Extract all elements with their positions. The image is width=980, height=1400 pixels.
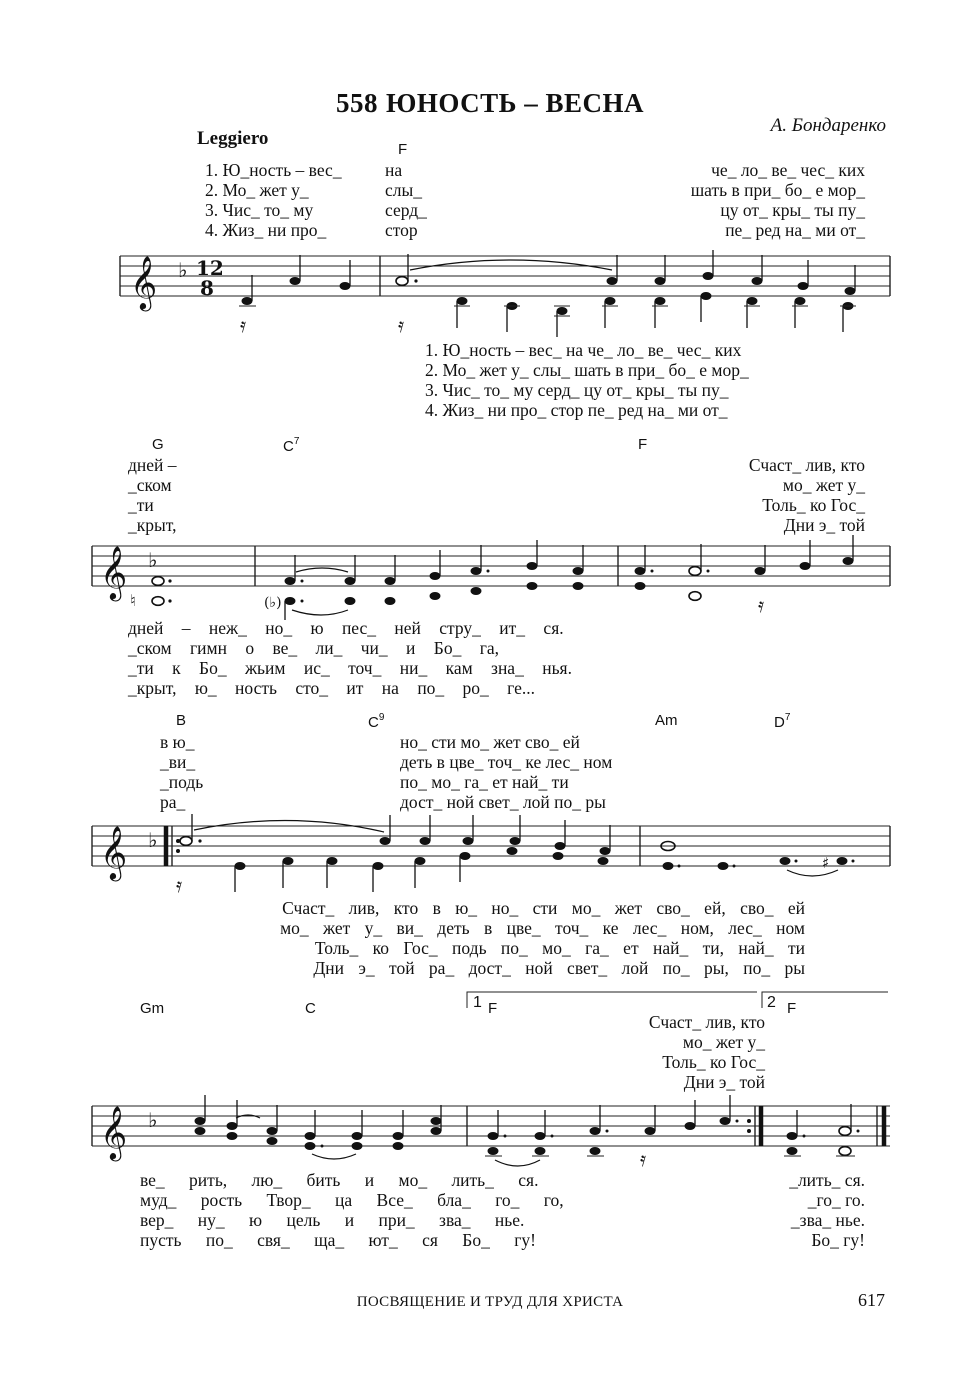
- verse-4-line: 4. Жиз_ ни про_ стор пе_ ред на_ ми от_: [425, 400, 728, 420]
- chord-symbol: F: [398, 141, 408, 158]
- verse-3-line: Толь_ ко Гос_ подь по_ мо_ га_ ет най_ ти, най_ ти: [314, 938, 805, 958]
- tempo-marking: Leggiero: [197, 128, 269, 149]
- music-staff-system-4: [0, 1090, 980, 1170]
- staff-lines: [92, 826, 890, 866]
- verse-4-line: _крыт,: [128, 515, 177, 535]
- verse-1-line: Счаст_ лив, кто: [648, 1012, 765, 1032]
- verse-3-line: цу от_ кры_ ты пу_: [720, 200, 865, 220]
- verse-3-line: _зва_ нье.: [790, 1210, 865, 1230]
- lyric-block-s4-below: [140, 1170, 640, 1250]
- verse-3-line: _ти: [128, 495, 154, 515]
- lyric-block-s3-above-right: [400, 732, 612, 812]
- chord-symbol: F: [638, 436, 648, 453]
- verse-1-line: 1. Ю_ность – вес_ на че_ ло_ ве_ чес_ ких: [425, 340, 742, 360]
- svg-text:𝄿: 𝄿: [398, 313, 405, 337]
- treble-clef-icon: 𝄞: [130, 255, 158, 309]
- treble-clef-icon: 𝄞: [100, 1105, 128, 1159]
- svg-text:♯: ♯: [822, 854, 830, 872]
- chord-symbol: $C^9$: [368, 712, 385, 731]
- verse-1-line: 1. Ю_ность – вес_: [205, 160, 342, 180]
- treble-clef-icon: 𝄞: [100, 545, 128, 599]
- volta-1-label: 1: [473, 994, 482, 1011]
- verse-2-line: 2. Мо_ жет у_ слы_ шать в при_ бо_ е мор_: [425, 360, 749, 380]
- verse-2-line: _ском: [128, 475, 172, 495]
- chord-symbol: F: [787, 1000, 797, 1017]
- verse-3-line: _ти к Бо_ жьим ис_ точ_ ни_ кам зна_ нья.: [128, 658, 572, 678]
- verse-4-line: пе_ ред на_ ми от_: [725, 220, 865, 240]
- svg-text:𝄿: 𝄿: [240, 313, 247, 337]
- verse-4-line: Дни э_ той: [783, 515, 865, 535]
- verse-3-line: по_ мо_ га_ ет най_ ти: [400, 772, 569, 792]
- lyric-block-s1-above-mid: [385, 160, 427, 240]
- verse-2-line: _го_ го.: [807, 1190, 865, 1210]
- music-staff-system-3: [0, 810, 980, 900]
- verse-3-line: вер_ ну_ ю цель и при_ зва_ нье.: [140, 1210, 525, 1230]
- lyric-block-s3-below: [210, 898, 805, 978]
- lyric-block-s2-above-right: [700, 455, 865, 535]
- verse-2-line: шать в при_ бо_ е мор_: [690, 180, 865, 200]
- svg-text:♮: ♮: [130, 591, 136, 610]
- verse-4-line: Дни э_ той ра_ дост_ ной свет_ лой по_ ры, по_ ры: [313, 958, 805, 978]
- time-signature-bottom: 8: [200, 276, 214, 300]
- harmony-notes: [176, 847, 855, 897]
- staff-lines: [92, 546, 890, 586]
- verse-3-line: 3. Чис_ то_ му: [205, 200, 314, 220]
- verse-2-line: деть в цве_ точ_ ке лес_ ном: [400, 752, 613, 772]
- verse-4-line: стор: [385, 220, 418, 240]
- lyric-block-s3-above-left: [160, 732, 203, 812]
- music-staff-system-1: [0, 240, 980, 340]
- volta-2-label: 2: [767, 994, 776, 1011]
- verse-1-line: ве_ рить, лю_ бить и мо_ лить_ ся.: [140, 1170, 539, 1190]
- time-signature-top: 12: [196, 256, 224, 280]
- chord-symbol: $D^7$: [774, 712, 791, 731]
- verse-1-line: дней –: [128, 455, 177, 475]
- flat-key-signature-icon: ♭: [148, 548, 158, 572]
- chord-symbol: Am: [655, 712, 678, 729]
- harmony-notes: [240, 292, 856, 337]
- verse-1-line: Счаст_ лив, кто: [748, 455, 865, 475]
- verse-2-line: _ви_: [160, 752, 196, 772]
- lyric-block-s2-below: [128, 618, 868, 698]
- flat-key-signature-icon: ♭: [148, 1108, 158, 1132]
- verse-4-line: 4. Жиз_ ни про_: [205, 220, 327, 240]
- verse-4-line: Дни э_ той: [683, 1072, 765, 1092]
- verse-2-line: мо_ жет у_: [782, 475, 865, 495]
- section-footer: ПОСВЯЩЕНИЕ И ТРУД ДЛЯ ХРИСТА: [356, 1294, 624, 1310]
- verse-4-line: ра_: [160, 792, 186, 812]
- verse-3-line: _подь: [160, 772, 204, 792]
- chord-symbol: Gm: [140, 1000, 165, 1017]
- verse-1-line: дней – неж_ но_ ю пес_ ней стру_ ит_ ся.: [128, 618, 564, 638]
- chord-symbol: B: [176, 712, 187, 729]
- verse-2-line: мо_ жет у_ ви_ деть в цве_ точ_ ке лес_ ном, лес_ ном: [280, 918, 805, 938]
- page-number: 617: [858, 1290, 885, 1310]
- chord-symbol: $C^7$: [283, 436, 300, 455]
- verse-2-line: 2. Мо_ жет у_: [205, 180, 309, 200]
- lyric-block-s4-above: [560, 1012, 765, 1092]
- lyric-block-s4-below-right: [760, 1170, 865, 1250]
- harmony-notes: [130, 582, 764, 620]
- verse-4-line: пусть по_ свя_ ща_ ют_ ся Бо_ гу!: [140, 1230, 536, 1250]
- lyric-block-s2-above-left: [128, 455, 177, 535]
- hymn-title: ЮНОСТЬ – ВЕСНА: [385, 88, 645, 118]
- verse-2-line: _ском гимн о ве_ ли_ чи_ и Бо_ га,: [128, 638, 500, 658]
- verse-3-line: серд_: [385, 200, 427, 220]
- treble-clef-icon: 𝄞: [100, 825, 128, 879]
- flat-key-signature-icon: ♭: [148, 828, 158, 852]
- staff-lines: [92, 1106, 890, 1146]
- verse-3-line: Толь_ ко Гос_: [662, 1052, 765, 1072]
- music-staff-system-2: [0, 530, 980, 620]
- verse-3-line: 3. Чис_ то_ му серд_ цу от_ кры_ ты пу_: [425, 380, 729, 400]
- verse-1-line: че_ ло_ ве_ чес_ ких: [711, 160, 865, 180]
- svg-text:𝄿: 𝄿: [176, 873, 183, 897]
- verse-2-line: муд_ рость Твор_ ца Все_ бла_ го_ го,: [140, 1190, 564, 1210]
- cautionary-flat: (♭): [264, 595, 282, 611]
- verse-4-line: Бо_ гу!: [811, 1230, 865, 1250]
- verse-1-line: на: [385, 160, 403, 180]
- verse-1-line: Счаст_ лив, кто в ю_ но_ сти мо_ жет сво_ ей, сво_ ей: [282, 898, 805, 918]
- svg-text:𝄿: 𝄿: [640, 1147, 647, 1170]
- chord-symbol: C: [305, 1000, 316, 1017]
- melody-notes: [152, 535, 854, 585]
- verse-2-line: слы_: [385, 180, 423, 200]
- verse-1-line: _лить_ ся.: [789, 1170, 865, 1190]
- lyric-block-s1-above-right: [640, 160, 865, 240]
- composer: А. Бондаренко: [770, 115, 886, 136]
- flat-key-signature-icon: ♭: [178, 258, 188, 282]
- svg-text:𝄿: 𝄿: [758, 593, 765, 617]
- chord-symbol: F: [488, 1000, 498, 1017]
- melody-notes: [180, 814, 675, 855]
- verse-1-line: но_ сти мо_ жет сво_ ей: [400, 732, 580, 752]
- verse-2-line: мо_ жет у_: [682, 1032, 765, 1052]
- verse-4-line: _крыт, ю_ ность сто_ ит на по_ ро_ ге...: [128, 678, 536, 698]
- hymn-number: 558: [335, 88, 378, 118]
- melody-notes: [239, 250, 856, 306]
- verse-3-line: Толь_ ко Гос_: [762, 495, 865, 515]
- chord-symbol: G: [152, 436, 164, 453]
- lyric-block-s1-below: [425, 340, 749, 420]
- verse-1-line: в ю_: [160, 732, 195, 752]
- verse-4-line: дост_ ной свет_ лой по_ ры: [400, 792, 606, 812]
- staff-lines: [120, 256, 890, 296]
